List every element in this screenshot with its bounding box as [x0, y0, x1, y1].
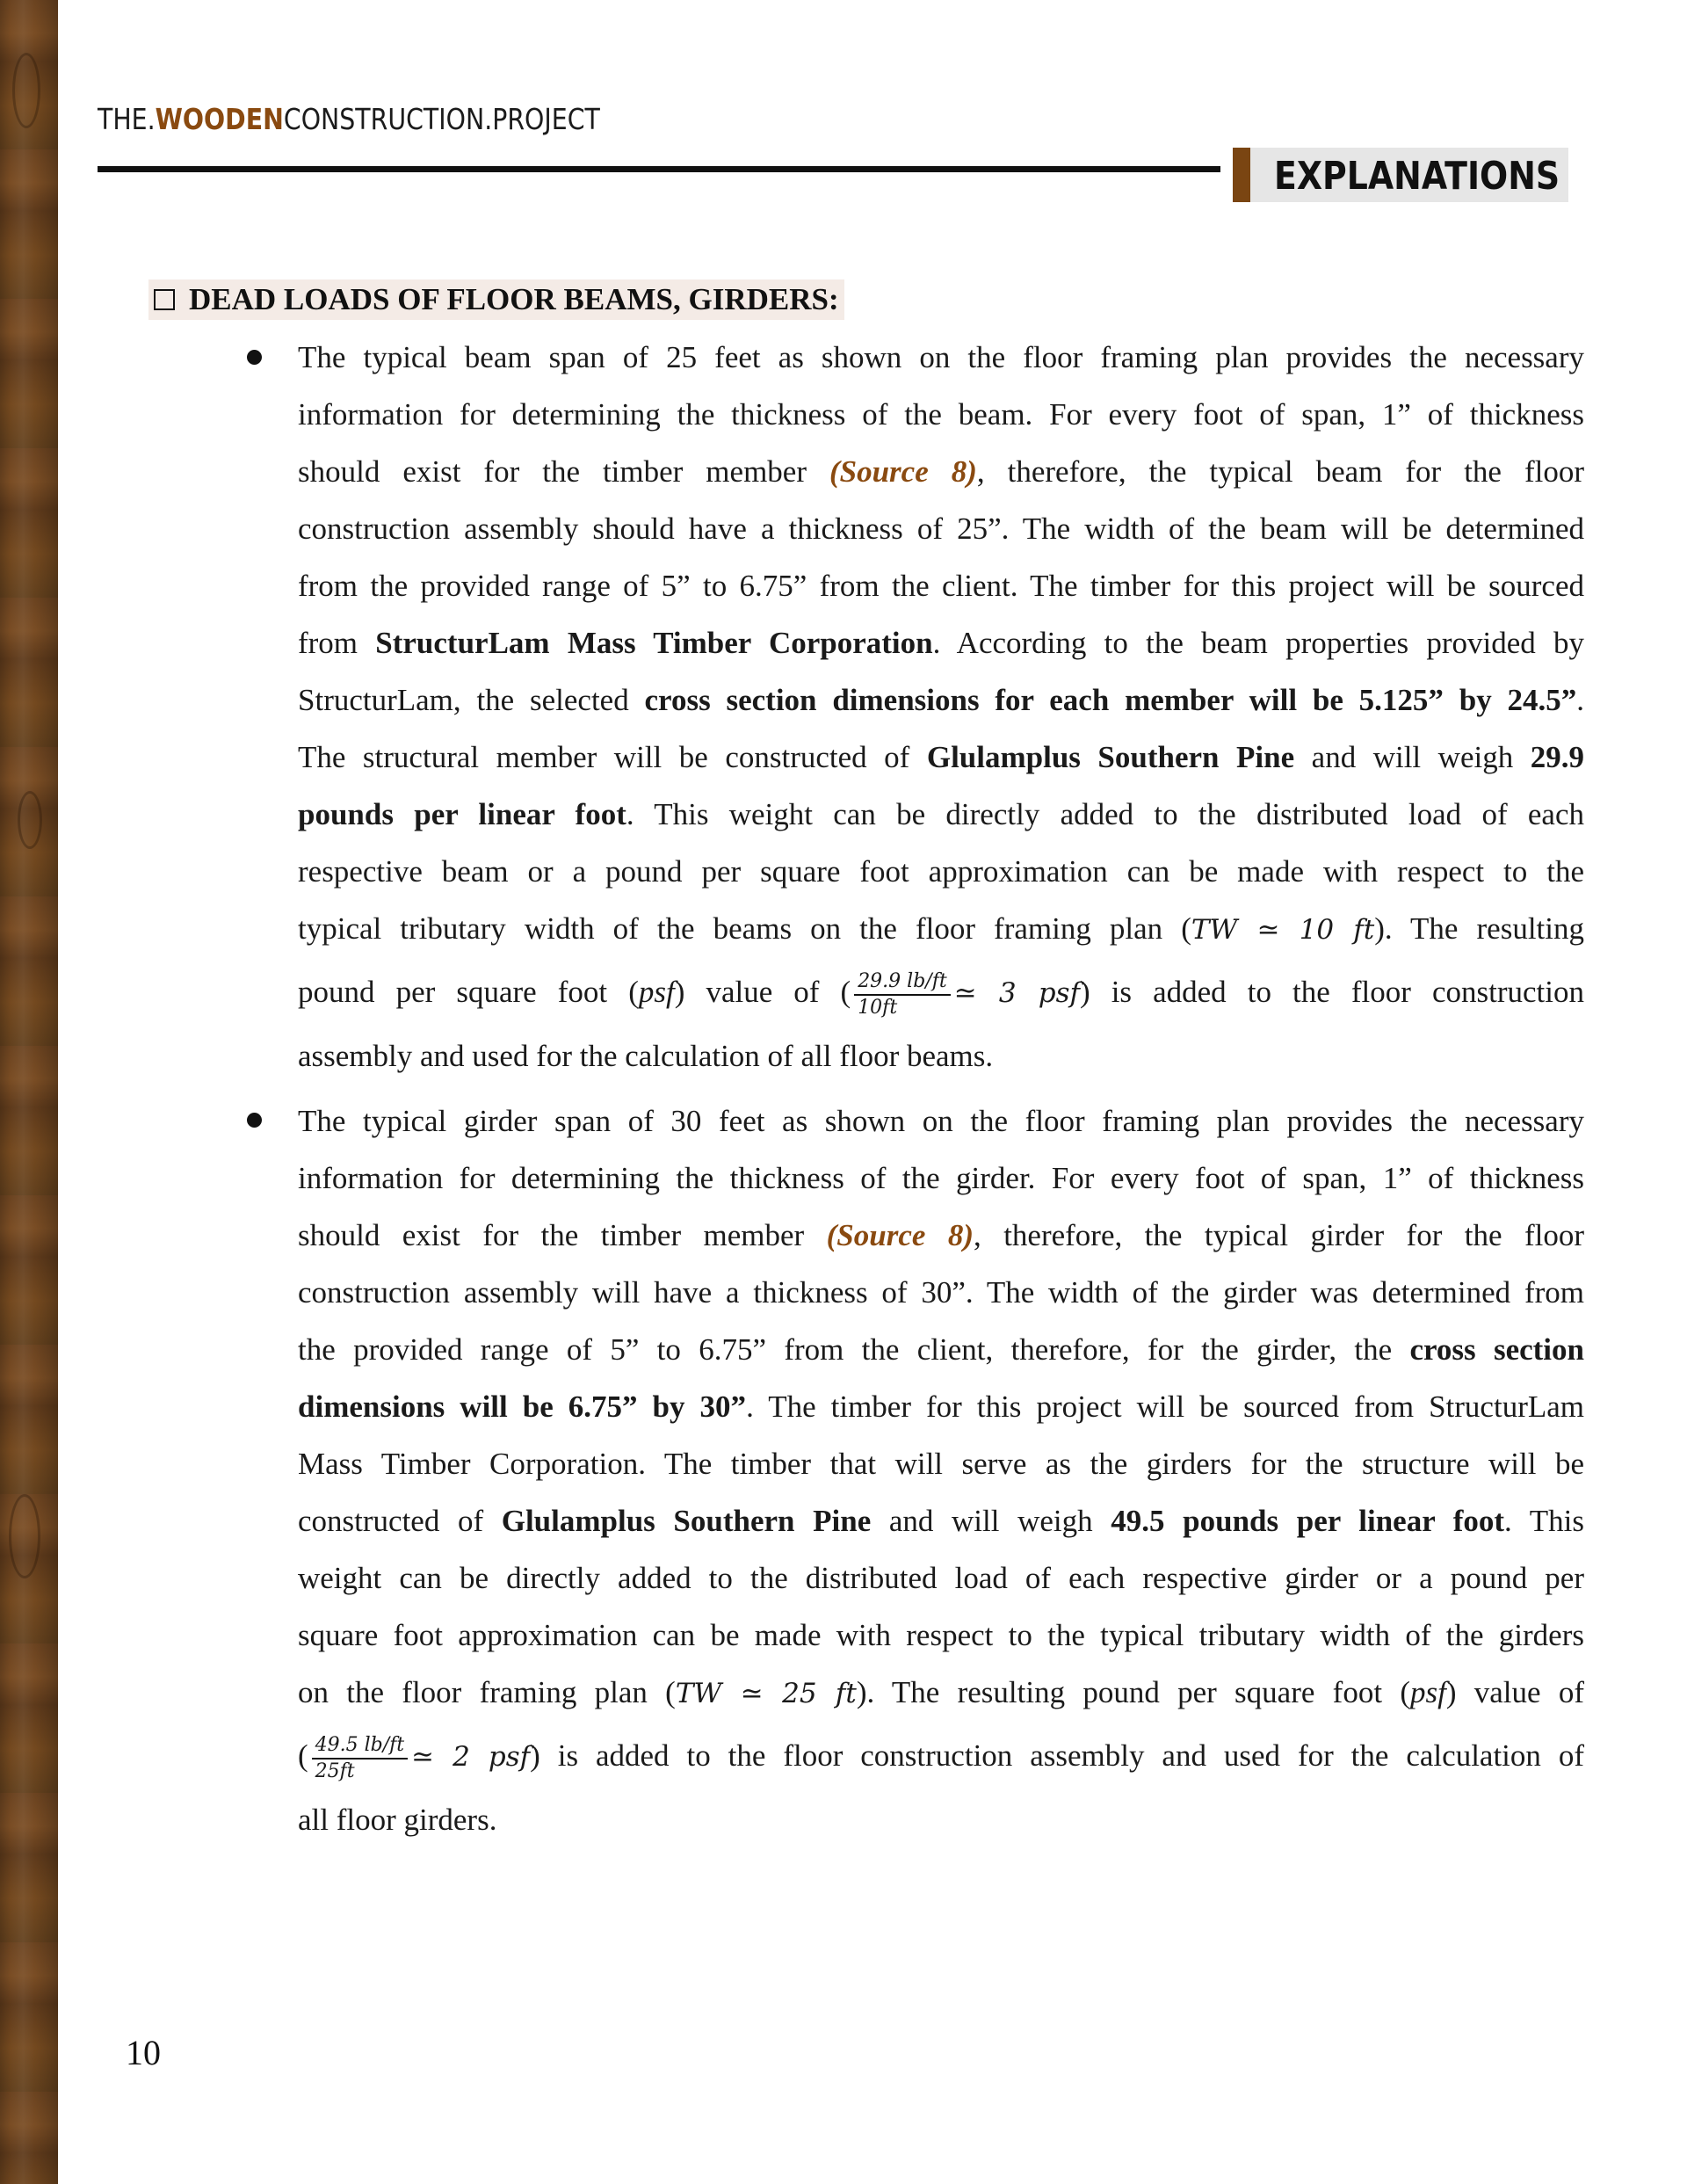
header-rule [98, 166, 1220, 172]
text-line: on the floor framing plan (TW ≃ 25 ft). The resulting pound per square foot (psf) value of [298, 1675, 1584, 1709]
text-line: weight can be directly added to the distributed load of each respective girder or a pound per [298, 1561, 1584, 1595]
bullet-icon [247, 350, 262, 365]
text-line: pounds per linear foot. This weight can be directly added to the distributed load of each [298, 797, 1584, 831]
math-expression: ≃ 2 psf [411, 1741, 531, 1773]
page-number: 10 [126, 2033, 161, 2072]
text-line: dimensions will be 6.75” by 30”. The timber for this project will be sourced from StructurLam [298, 1389, 1584, 1424]
section-heading [148, 279, 844, 320]
text-line: constructed of Glulamplus Southern Pine and will weigh 49.5 pounds per linear foot. This [298, 1504, 1585, 1538]
bullet-icon [247, 1113, 262, 1128]
text-line: should exist for the timber member (Source 8), therefore, the typical beam for the floor [298, 454, 1584, 489]
text-line: The typical girder span of 30 feet as shown on the floor framing plan provides the necessary [298, 1104, 1584, 1138]
text-line: the provided range of 5” to 6.75” from the client, therefore, for the girder, the cross section [298, 1332, 1585, 1367]
brand-prefix: THE. [98, 102, 156, 136]
text-line: respective beam or a pound per square foot approximation can be made with respect to the [298, 854, 1584, 889]
source-citation: (Source 8) [829, 454, 977, 489]
fraction: $\frac{29.9 lb/ft}{10ft}$ [854, 969, 951, 1020]
brand-suffix: CONSTRUCTION.PROJECT [283, 102, 600, 136]
text-line: construction assembly will have a thickness of 30”. The width of the girder was determined from [298, 1275, 1584, 1310]
text-line: typical tributary width of the beams on the floor framing plan (TW ≃ 10 ft). The resulting [298, 911, 1585, 946]
brand-wordmark [98, 102, 600, 136]
text-line: from the provided range of 5” to 6.75” from the client. The timber for this project will be sourced [298, 569, 1584, 603]
text-line: pound per square foot (psf) value of ( $\frac{29.9 lb/ft}{10ft}$ ≃ 3 psf) is added to the floor construction [298, 969, 1584, 1019]
math-expression: TW ≃ 25 ft [675, 1678, 857, 1709]
wood-knot [12, 53, 40, 128]
text-line: Mass Timber Corporation. The timber that will serve as the girders for the structure will be [298, 1447, 1584, 1481]
text-line: construction assembly should have a thickness of 25”. The width of the beam will be determined [298, 512, 1584, 546]
text-line: The typical beam span of 25 feet as shown on the floor framing plan provides the necessary [298, 340, 1584, 374]
wood-texture-sidebar [0, 0, 58, 2184]
section-tab [1233, 148, 1568, 202]
math-expression: TW ≃ 10 ft [1191, 914, 1375, 946]
text-line: from StructurLam Mass Timber Corporation. According to the beam properties provided by [298, 626, 1584, 660]
text-line: assembly and used for the calculation of all floor beams. [298, 1039, 994, 1073]
girder-paragraph [298, 1092, 1584, 1848]
text-line: information for determining the thickness of the girder. For every foot of span, 1” of thickness [298, 1161, 1584, 1195]
beam-paragraph [298, 329, 1584, 1085]
heading-text: DEAD LOADS OF FLOOR BEAMS, GIRDERS: [189, 282, 839, 316]
text-line: The structural member will be constructed of Glulamplus Southern Pine and will weigh 29.9 [298, 740, 1584, 774]
text-line: square foot approximation can be made with respect to the typical tributary width of the girders [298, 1618, 1584, 1652]
wood-knot [18, 791, 42, 849]
section-tab-accent-bar [1233, 148, 1250, 202]
brand-accent: WOODEN [155, 102, 284, 136]
math-expression: ≃ 3 psf [953, 977, 1080, 1009]
wood-knot [9, 1494, 40, 1578]
text-line: StructurLam, the selected cross section dimensions for each member will be 5.125” by 24.5”. [298, 683, 1584, 717]
text-line: should exist for the timber member (Source 8), therefore, the typical girder for the floor [298, 1218, 1584, 1252]
text-line: information for determining the thickness of the beam. For every foot of span, 1” of thickness [298, 397, 1584, 432]
source-citation: (Source 8) [826, 1218, 974, 1252]
section-title: EXPLANATIONS [1274, 154, 1560, 199]
fraction: $\frac{49.5 lb/ft}{25ft}$ [312, 1733, 409, 1784]
text-line: ( $\frac{49.5 lb/ft}{25ft}$ ≃ 2 psf) is added to the floor construction assembly and used for the calculation of [298, 1733, 1584, 1782]
text-line: all floor girders. [298, 1803, 497, 1837]
checkbox-icon [154, 289, 175, 310]
